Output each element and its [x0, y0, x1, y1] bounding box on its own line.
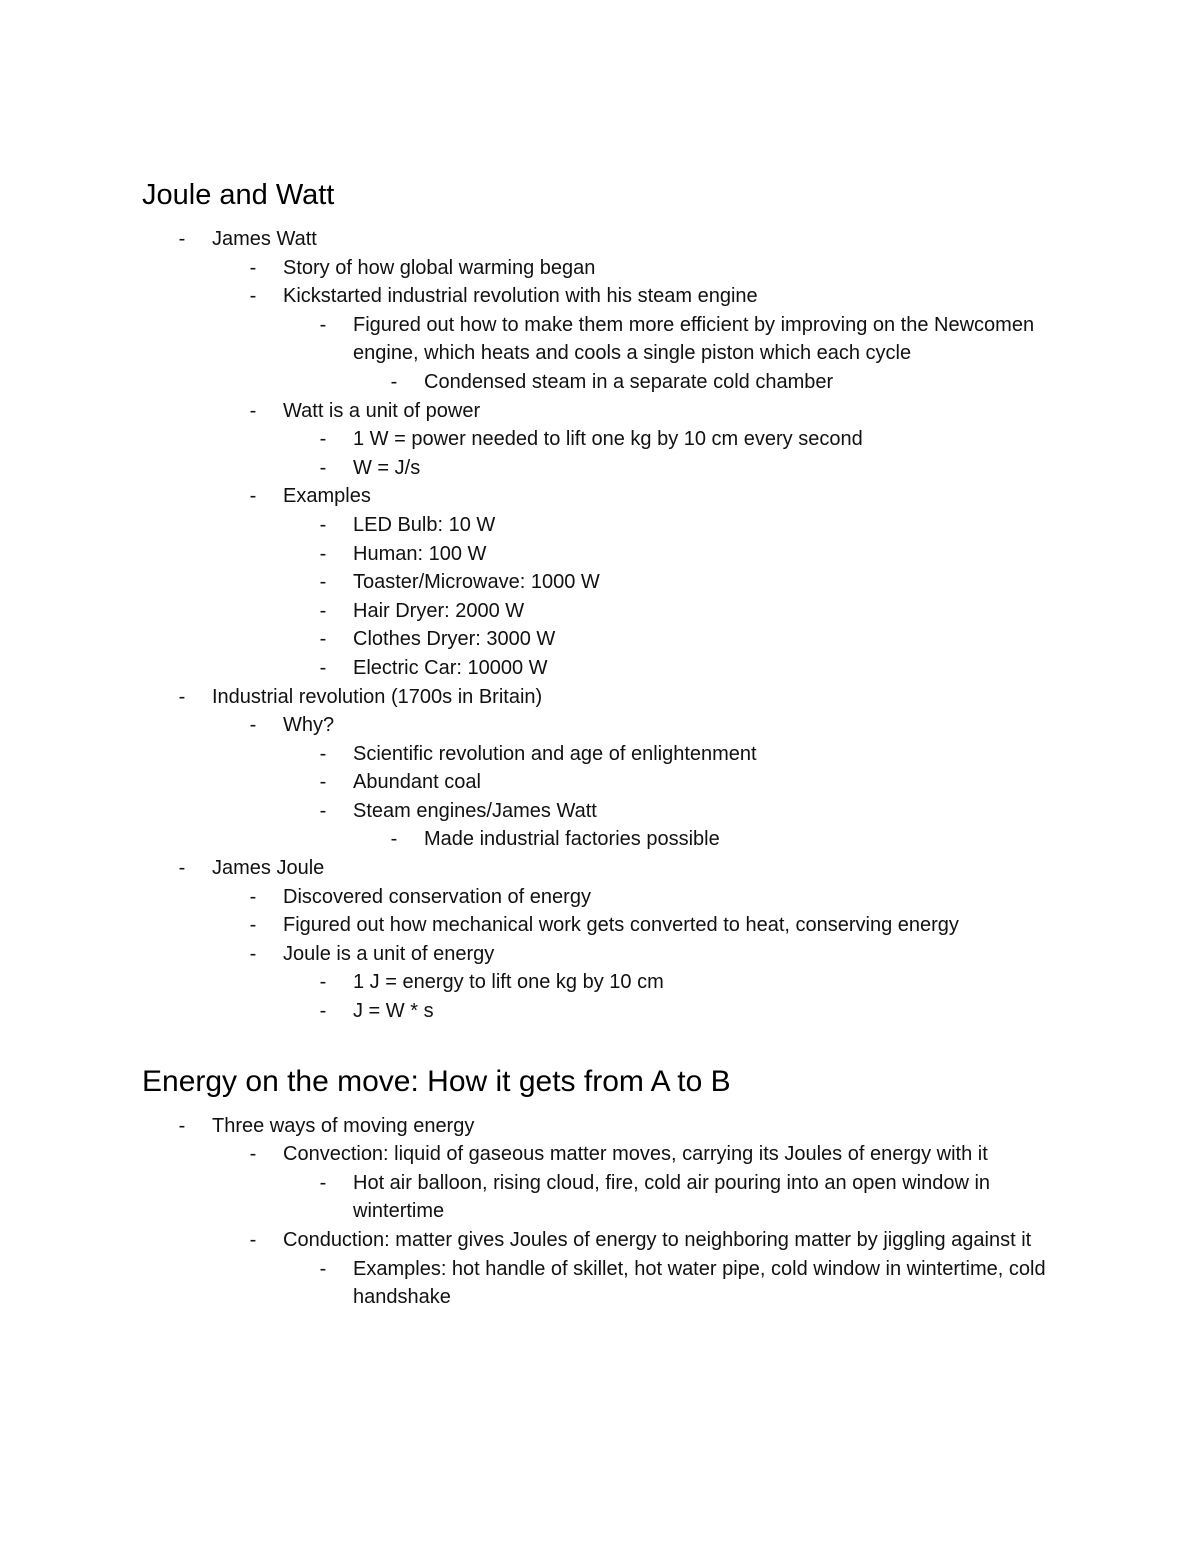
bullet-list — [142, 1112, 1080, 1312]
bullet-list — [142, 225, 1080, 1026]
list-item: - Industrial revolution (1700s in Britain) — [212, 683, 1080, 712]
list-item: - Kickstarted industrial revolution with his steam engine — [283, 282, 1080, 311]
list-item: - Joule is a unit of energy — [283, 940, 1080, 969]
list-item: - LED Bulb: 10 W — [353, 511, 1080, 540]
list-item: - Convection: liquid of gaseous matter moves, carrying its Joules of energy with it — [283, 1140, 1080, 1169]
list-item: - Scientific revolution and age of enlightenment — [353, 740, 1080, 769]
list-item: - 1 J = energy to lift one kg by 10 cm — [353, 968, 1080, 997]
list-item: - Examples: hot handle of skillet, hot water pipe, cold window in wintertime, cold handshake — [353, 1255, 1080, 1312]
list-item: - Figured out how mechanical work gets converted to heat, conserving energy — [283, 911, 1080, 940]
list-item: - Hair Dryer: 2000 W — [353, 597, 1080, 626]
list-item: - 1 W = power needed to lift one kg by 10 cm every second — [353, 425, 1080, 454]
section-heading: Joule and Watt — [142, 179, 335, 211]
list-item: - Figured out how to make them more efficient by improving on the Newcomen engine, which heats and cools a single piston which each cycle — [353, 311, 1080, 368]
section-heading: Energy on the move: How it gets from A to B — [142, 1064, 731, 1098]
list-item: - Discovered conservation of energy — [283, 883, 1080, 912]
list-item: - Electric Car: 10000 W — [353, 654, 1080, 683]
list-item: - Story of how global warming began — [283, 254, 1080, 283]
list-item: - Steam engines/James Watt — [353, 797, 1080, 826]
list-item: - Watt is a unit of power — [283, 397, 1080, 426]
list-item: - Examples — [283, 482, 1080, 511]
list-item: - Three ways of moving energy — [212, 1112, 1080, 1141]
list-item: - W = J/s — [353, 454, 1080, 483]
list-item: - Toaster/Microwave: 1000 W — [353, 568, 1080, 597]
list-item: - James Watt — [212, 225, 1080, 254]
list-item: - Why? — [283, 711, 1080, 740]
list-item: - Clothes Dryer: 3000 W — [353, 625, 1080, 654]
list-item: - Abundant coal — [353, 768, 1080, 797]
section-energy-on-the-move — [142, 1063, 1080, 1312]
list-item: - James Joule — [212, 854, 1080, 883]
list-item: - Hot air balloon, rising cloud, fire, cold air pouring into an open window in wintertime — [353, 1169, 1080, 1226]
list-item: - Made industrial factories possible — [424, 825, 1080, 854]
list-item: - Human: 100 W — [353, 540, 1080, 569]
section-joule-and-watt — [142, 176, 1080, 1026]
list-item: - Conduction: matter gives Joules of energy to neighboring matter by jiggling against it — [283, 1226, 1080, 1255]
list-item: - J = W * s — [353, 997, 1080, 1026]
list-item: - Condensed steam in a separate cold chamber — [424, 368, 1080, 397]
